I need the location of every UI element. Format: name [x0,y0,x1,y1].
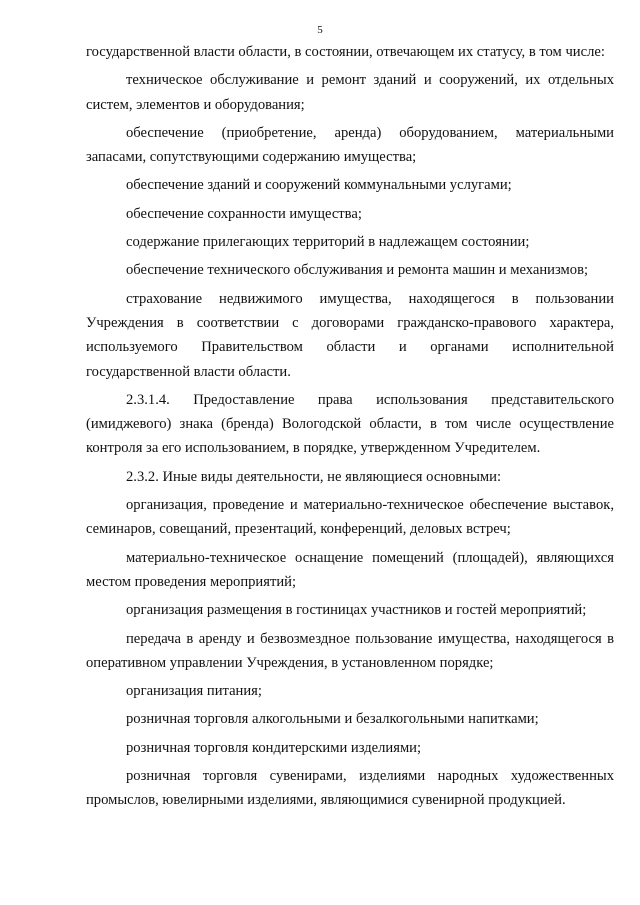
paragraph-property-safety: обеспечение сохранности имущества; [126,205,362,222]
paragraph-events: организация, проведение и материально-техническое обеспечение выставок, семинаров, совещаний, презентаций, конференций, деловых встреч; [86,497,614,538]
paragraph-utilities: обеспечение зданий и сооружений коммунальными услугами; [126,177,512,194]
paragraph-vehicle-maintenance: обеспечение технического обслуживания и ремонта машин и механизмов; [126,262,589,279]
paragraph-lease: передача в аренду и безвозмездное пользование имущества, находящегося в оперативном управлении Учреждения, в установленном порядке; [86,630,614,671]
paragraph-equipment-supply: обеспечение (приобретение, аренда) оборудованием, материальными запасами, сопутствующими содержанию имущества; [86,124,614,166]
paragraph-venue-equipment: материально-техническое оснащение помещений (площадей), являющихся местом проведения мероприятий; [86,549,614,590]
document-body [86,40,614,817]
paragraph-continuation: государственной власти области, в состоянии, отвечающем их статусу, в том числе: [86,44,605,60]
paragraph-territory: содержание прилегающих территорий в надлежащем состоянии; [126,234,530,251]
paragraph-confectionery: розничная торговля кондитерскими изделиями; [126,739,422,756]
paragraph-maintenance: техническое обслуживание и ремонт зданий и сооружений, их отдельных систем, элементов и оборудования; [86,72,614,113]
paragraph-catering: организация питания; [126,683,262,700]
paragraph-brand-rights: 2.3.1.4. Предоставление права использования представительского (имиджевого) знака (бренда) Вологодской области, в том числе осуществление контроля за его использованием, в порядке, утвержденном Учредителем. [86,391,614,457]
page-number: 5 [317,24,323,36]
paragraph-other-activities: 2.3.2. Иные виды деятельности, не являющиеся основными: [126,468,502,485]
paragraph-insurance: страхование недвижимого имущества, находящегося в пользовании Учреждения в соответствии с договорами гражданско-правового характера, используемого Правительством области и органами исполнительной государственной власти области. [86,290,614,380]
paragraph-hotel: организация размещения в гостиницах участников и гостей мероприятий; [126,602,587,619]
paragraph-beverages: розничная торговля алкогольными и безалкогольными напитками; [126,711,539,728]
paragraph-souvenirs: розничная торговля сувенирами, изделиями народных художественных промыслов, ювелирными изделиями, являющимися сувенирной продукцией. [86,768,614,809]
